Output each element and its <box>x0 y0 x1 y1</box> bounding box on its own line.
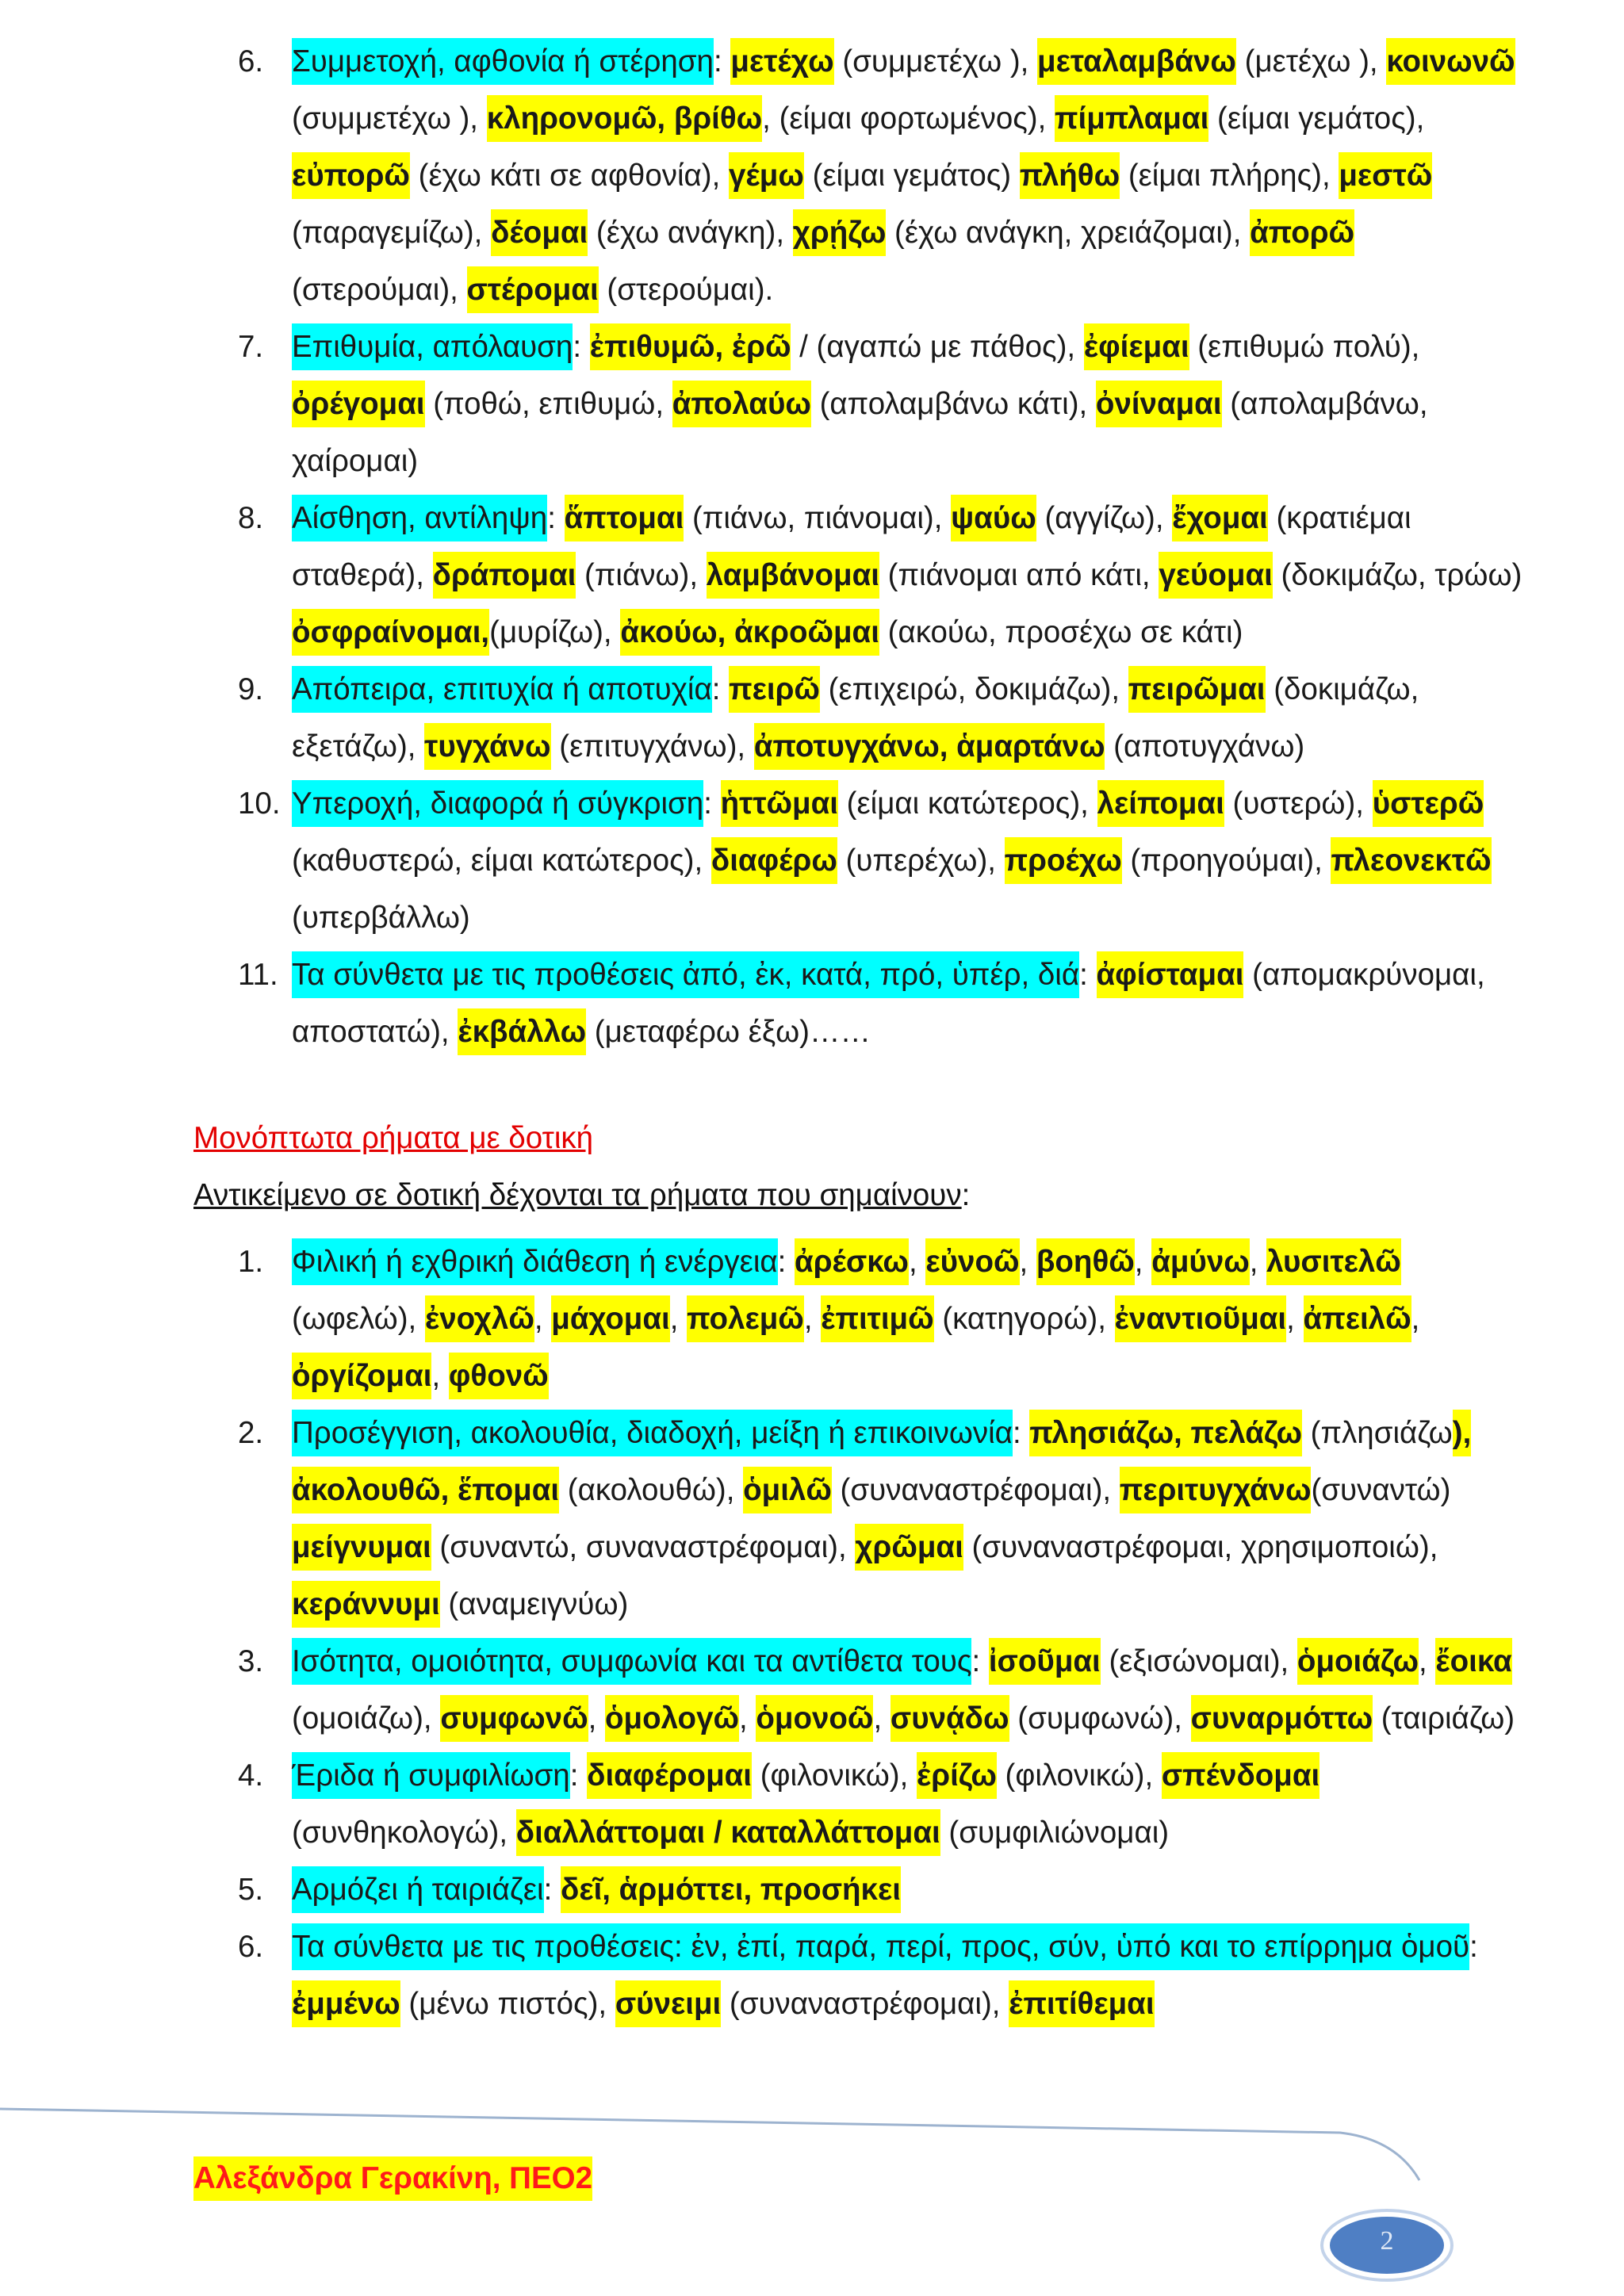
verb-highlight: ἀκούω, ἀκροῶμαι <box>620 609 879 656</box>
verb-highlight: ἀπολαύω <box>672 381 811 427</box>
verb-highlight: ), ἀκολουθῶ, ἕπομαι <box>292 1410 1471 1513</box>
text-run: , <box>873 1701 891 1735</box>
verb-highlight: ἅπτομαι <box>565 495 684 541</box>
text-run: (φιλονικώ), <box>996 1758 1162 1793</box>
text-run: (είμαι κατώτερος), <box>837 786 1097 821</box>
text-run: (συμμετέχω ), <box>833 44 1038 78</box>
text-run: (αποτυγχάνω) <box>1105 729 1305 763</box>
text-run: : <box>1079 958 1097 992</box>
text-run: (συναντώ) <box>1311 1473 1451 1507</box>
list-number: 9. <box>238 672 264 706</box>
text-run: (πιάνομαι από κάτι, <box>879 558 1159 592</box>
verb-highlight: σύνειμι <box>615 1980 721 2027</box>
list-number: 7. <box>238 330 264 364</box>
verb-highlight: ἔχομαι <box>1172 495 1267 541</box>
text-run: (επιτυγχάνω), <box>550 729 754 763</box>
verb-highlight: λυσιτελῶ <box>1266 1238 1401 1285</box>
sub-heading-colon: : <box>961 1178 971 1212</box>
verb-highlight: ἀποτυγχάνω, ἁμαρτάνω <box>754 723 1105 770</box>
text-run: (συναναστρέφομαι), <box>721 1987 1009 2021</box>
verb-highlight: ὀρέγομαι <box>292 381 425 427</box>
text-run: (επιχειρώ, δοκιμάζω), <box>819 672 1128 706</box>
text-run: (δοκιμάζω, τρώω) <box>1272 558 1522 592</box>
text-run: / (αγαπώ με πάθος), <box>791 330 1084 364</box>
verb-highlight: κεράννυμι <box>292 1581 440 1628</box>
genitive-category-item <box>238 490 1522 661</box>
dative-category-item <box>238 1862 1522 1919</box>
text-run: (προηγούμαι), <box>1121 844 1331 878</box>
text-run: : <box>573 330 590 364</box>
verb-highlight: φθονῶ <box>449 1353 549 1399</box>
text-run: , <box>1249 1245 1267 1279</box>
text-run: (πλησιάζω <box>1301 1416 1453 1450</box>
text-run: : <box>543 1873 561 1907</box>
verb-highlight: διαφέρομαι <box>587 1752 752 1799</box>
text-run: , <box>1418 1644 1436 1678</box>
list-number: 11. <box>238 958 278 992</box>
text-run: (εξισώνομαι), <box>1100 1644 1297 1678</box>
list-number: 8. <box>238 501 264 535</box>
text-run: , <box>739 1701 756 1735</box>
text-run: (έχω ανάγκη), <box>588 216 793 250</box>
text-run: , <box>1286 1302 1304 1336</box>
category-label: Τα σύνθετα με τις προθέσεις ἀπό, ἐκ, κατά, πρό, ὑπέρ, διά <box>292 951 1079 998</box>
text-run: (ακούω, προσέχω σε κάτι) <box>879 615 1243 649</box>
text-run: (υπερέχω), <box>837 844 1005 878</box>
text-run: (φιλονικώ), <box>752 1758 917 1793</box>
text-run: (στερούμαι). <box>598 273 774 307</box>
verb-highlight: ἀπειλῶ <box>1304 1295 1411 1342</box>
text-run: (καθυστερώ, είμαι κατώτερος), <box>292 844 711 878</box>
text-run: (είμαι γεμάτος), <box>1208 101 1425 136</box>
verb-highlight: πλησιάζω, πελάζω <box>1029 1410 1302 1456</box>
text-run: : <box>777 1245 795 1279</box>
dative-category-item <box>238 1234 1522 1405</box>
text-run: (κατηγορώ), <box>933 1302 1115 1336</box>
sub-heading <box>193 1178 970 1213</box>
text-run: : <box>1012 1416 1030 1450</box>
text-run: (δοκιμάζω, εξετάζω), <box>292 672 1419 763</box>
verb-highlight: γέμω <box>729 152 804 199</box>
verb-highlight: μάχομαι <box>551 1295 669 1342</box>
text-run: , <box>1134 1245 1152 1279</box>
category-label: Ισότητα, ομοιότητα, συμφωνία και τα αντίθετα τους <box>292 1638 971 1685</box>
footer-author: Αλεξάνδρα Γερακίνη, ΠΕΟ2 <box>193 2156 592 2201</box>
text-run: , <box>431 1359 449 1393</box>
verb-highlight: μείγνυμαι <box>292 1524 431 1571</box>
verb-highlight: κοινωνῶ <box>1386 38 1515 85</box>
verb-highlight: ἐμμένω <box>292 1980 400 2027</box>
text-run: , <box>669 1302 688 1336</box>
text-run: (ακολουθώ), <box>559 1473 744 1507</box>
dative-category-item <box>238 1919 1522 2033</box>
text-run: (συμφιλιώνομαι) <box>940 1816 1170 1850</box>
text-run: : <box>703 786 721 821</box>
dative-category-item <box>238 1633 1522 1747</box>
text-run: : <box>1469 1930 1478 1964</box>
verb-highlight: ὀνίναμαι <box>1096 381 1222 427</box>
verb-highlight: ὁμολογῶ <box>605 1695 739 1742</box>
verb-highlight: ὁμονοῶ <box>756 1695 873 1742</box>
verb-highlight: βοηθῶ <box>1036 1238 1135 1285</box>
category-label: Απόπειρα, επιτυχία ή αποτυχία <box>292 666 712 713</box>
list-number: 2. <box>238 1416 264 1450</box>
text-run: (είμαι πλήρης), <box>1120 159 1339 193</box>
verb-highlight: εὐνοῶ <box>925 1238 1019 1285</box>
text-run: , <box>534 1302 552 1336</box>
verb-highlight: δράπομαι <box>433 552 576 599</box>
category-label: Υπεροχή, διαφορά ή σύγκριση <box>292 780 703 827</box>
page-number: 2 <box>1380 2226 1394 2256</box>
list-number: 5. <box>238 1873 264 1907</box>
list-number: 6. <box>238 44 264 78</box>
text-run: (παραγεμίζω), <box>292 216 492 250</box>
text-run: (αγγίζω), <box>1036 501 1173 535</box>
category-label: Συμμετοχή, αφθονία ή στέρηση <box>292 38 714 85</box>
verb-highlight: ἀμύνω <box>1151 1238 1250 1285</box>
category-label: Έριδα ή συμφιλίωση <box>292 1752 570 1799</box>
verb-highlight: ἐπιτίθεμαι <box>1009 1980 1154 2027</box>
category-label: Αίσθηση, αντίληψη <box>292 495 547 541</box>
verb-highlight: στέρομαι <box>467 266 599 313</box>
verb-highlight: ὀσφραίνομαι, <box>292 609 489 656</box>
verb-highlight: τυγχάνω <box>424 723 550 770</box>
text-run: (ωφελώ), <box>292 1302 425 1336</box>
text-run: , <box>908 1245 926 1279</box>
verb-highlight: πλήθω <box>1020 152 1120 199</box>
text-run: (υστερώ), <box>1224 786 1373 821</box>
text-run: (στερούμαι), <box>292 273 467 307</box>
text-run: (επιθυμώ πολύ), <box>1189 330 1420 364</box>
verb-highlight: πλεονεκτῶ <box>1331 837 1491 884</box>
verb-highlight: μετέχω <box>730 38 833 85</box>
verb-highlight: εὐπορῶ <box>292 152 410 199</box>
text-run: , <box>588 1701 606 1735</box>
text-run: (συναναστρέφομαι), <box>831 1473 1120 1507</box>
text-run: (συμμετέχω ), <box>292 101 487 136</box>
text-run: (είμαι γεμάτος) <box>803 159 1020 193</box>
verb-highlight: περιτυγχάνω <box>1120 1467 1312 1513</box>
verb-highlight: χρῶμαι <box>855 1524 963 1571</box>
verb-highlight: πολεμῶ <box>687 1295 804 1342</box>
verb-highlight: κληρονομῶ, βρίθω <box>487 95 762 142</box>
category-label: Τα σύνθετα με τις προθέσεις: ἐν, ἐπί, παρά, περί, προς, σύν, ὑπό και το επίρρημα ὁμοῦ <box>292 1923 1469 1970</box>
verb-highlight: προέχω <box>1005 837 1122 884</box>
verb-highlight: συναρμόττω <box>1191 1695 1373 1742</box>
list-number: 6. <box>238 1930 264 1964</box>
verb-highlight: ἐναντιοῦμαι <box>1115 1295 1287 1342</box>
text-run: (κρατιέμαι σταθερά), <box>292 501 1411 592</box>
category-label: Αρμόζει ή ταιριάζει <box>292 1866 544 1913</box>
list-number: 4. <box>238 1758 264 1793</box>
genitive-category-item <box>238 33 1522 319</box>
verb-highlight: ἐκβάλλω <box>458 1008 586 1055</box>
verb-highlight: διαφέρω <box>711 837 837 884</box>
text-run: , (είμαι φορτωμένος), <box>762 101 1055 136</box>
text-run: : <box>547 501 565 535</box>
genitive-category-item <box>238 661 1522 775</box>
verb-highlight: ψαύω <box>951 495 1036 541</box>
verb-highlight: ἡττῶμαι <box>721 780 838 827</box>
verb-highlight: ὀργίζομαι <box>292 1353 431 1399</box>
category-label: Επιθυμία, απόλαυση <box>292 323 573 370</box>
text-run: (απολαμβάνω κάτι), <box>810 387 1096 421</box>
text-run: , <box>1019 1245 1036 1279</box>
text-run: (πιάνω), <box>576 558 707 592</box>
verb-highlight: δέομαι <box>491 209 588 256</box>
text-run: (ταιριάζω) <box>1373 1701 1515 1735</box>
genitive-category-item <box>238 947 1522 1061</box>
verb-highlight: ἰσοῦμαι <box>989 1638 1101 1685</box>
text-run: : <box>569 1758 588 1793</box>
category-label: Φιλική ή εχθρική διάθεση ή ενέργεια <box>292 1238 778 1285</box>
verb-highlight: πειρῶ <box>729 666 820 713</box>
verb-highlight: δεῖ, ἁρμόττει, προσήκει <box>561 1866 901 1913</box>
verb-highlight: ἐρίζω <box>917 1752 997 1799</box>
verb-highlight: λαμβάνομαι <box>707 552 879 599</box>
verb-highlight: χρῄζω <box>793 209 887 256</box>
verb-highlight: λείπομαι <box>1097 780 1224 827</box>
verb-highlight: μεστῶ <box>1339 152 1432 199</box>
list-number: 10. <box>238 786 281 821</box>
verb-category-list-genitive <box>238 33 1522 1061</box>
verb-highlight: γεύομαι <box>1159 552 1273 599</box>
verb-highlight: ὑστερῶ <box>1373 780 1484 827</box>
verb-highlight: ἐπιθυμῶ, ἐρῶ <box>590 323 791 370</box>
category-label: Προσέγγιση, ακολουθία, διαδοχή, μείξη ή επικοινωνία <box>292 1410 1013 1456</box>
genitive-category-item <box>238 319 1522 490</box>
text-run: (έχω κάτι σε αφθονία), <box>409 159 730 193</box>
verb-highlight: συμφωνῶ <box>440 1695 588 1742</box>
verb-highlight: πίμπλαμαι <box>1055 95 1208 142</box>
text-run: (συναντώ, συναναστρέφομαι), <box>431 1530 856 1564</box>
verb-highlight: πειρῶμαι <box>1128 666 1266 713</box>
text-run: (μετέχω ), <box>1235 44 1387 78</box>
verb-highlight: ἀπορῶ <box>1250 209 1354 256</box>
text-run: (πιάνω, πιάνομαι), <box>684 501 952 535</box>
text-run: (συμφωνώ), <box>1009 1701 1191 1735</box>
section-heading: Μονόπτωτα ρήματα με δοτική <box>193 1121 594 1155</box>
dative-category-item <box>238 1747 1522 1862</box>
verb-highlight: συνᾴδω <box>891 1695 1009 1742</box>
text-run: (ποθώ, επιθυμώ, <box>424 387 672 421</box>
text-run: (απολαμβάνω, χαίρομαι) <box>292 387 1428 478</box>
verb-highlight: ὁμοιάζω <box>1297 1638 1419 1685</box>
verb-highlight: ἔοικα <box>1435 1638 1511 1685</box>
text-run: , <box>1411 1302 1420 1336</box>
text-run: (μυρίζω), <box>489 615 621 649</box>
text-run: (αναμειγνύω) <box>439 1587 629 1621</box>
text-run: : <box>713 44 731 78</box>
text-run: , <box>803 1302 822 1336</box>
verb-highlight: ἐνοχλῶ <box>425 1295 534 1342</box>
text-run: (συνθηκολογώ), <box>292 1816 516 1850</box>
verb-highlight: μεταλαμβάνω <box>1037 38 1236 85</box>
text-run: (υπερβάλλω) <box>292 901 470 935</box>
verb-highlight: ἐφίεμαι <box>1084 323 1189 370</box>
verb-highlight: ἀφίσταμαι <box>1097 951 1244 998</box>
text-run: (μεταφέρω έξω)…… <box>586 1015 871 1049</box>
sub-heading-text: Αντικείμενο σε δοτική δέχονται τα ρήματα που σημαίνουν <box>193 1178 962 1212</box>
verb-highlight: ὁμιλῶ <box>743 1467 832 1513</box>
text-run: (ομοιάζω), <box>292 1701 441 1735</box>
list-number: 1. <box>238 1245 264 1279</box>
text-run: (συναναστρέφομαι, χρησιμοποιώ), <box>963 1530 1438 1564</box>
text-run: (απομακρύνομαι, αποστατώ), <box>292 958 1485 1049</box>
genitive-category-item <box>238 775 1522 947</box>
text-run: : <box>711 672 730 706</box>
verb-highlight: σπένδομαι <box>1162 1752 1320 1799</box>
text-run: (έχω ανάγκη, χρειάζομαι), <box>886 216 1251 250</box>
verb-highlight: ἐπιτιμῶ <box>821 1295 933 1342</box>
verb-category-list-dative <box>238 1234 1522 2033</box>
text-run: (μένω πιστός), <box>400 1987 615 2021</box>
list-number: 3. <box>238 1644 264 1678</box>
verb-highlight: διαλλάττομαι / καταλλάττομαι <box>516 1809 940 1856</box>
dative-category-item <box>238 1405 1522 1633</box>
text-run: : <box>971 1644 989 1678</box>
verb-highlight: ἀρέσκω <box>795 1238 909 1285</box>
